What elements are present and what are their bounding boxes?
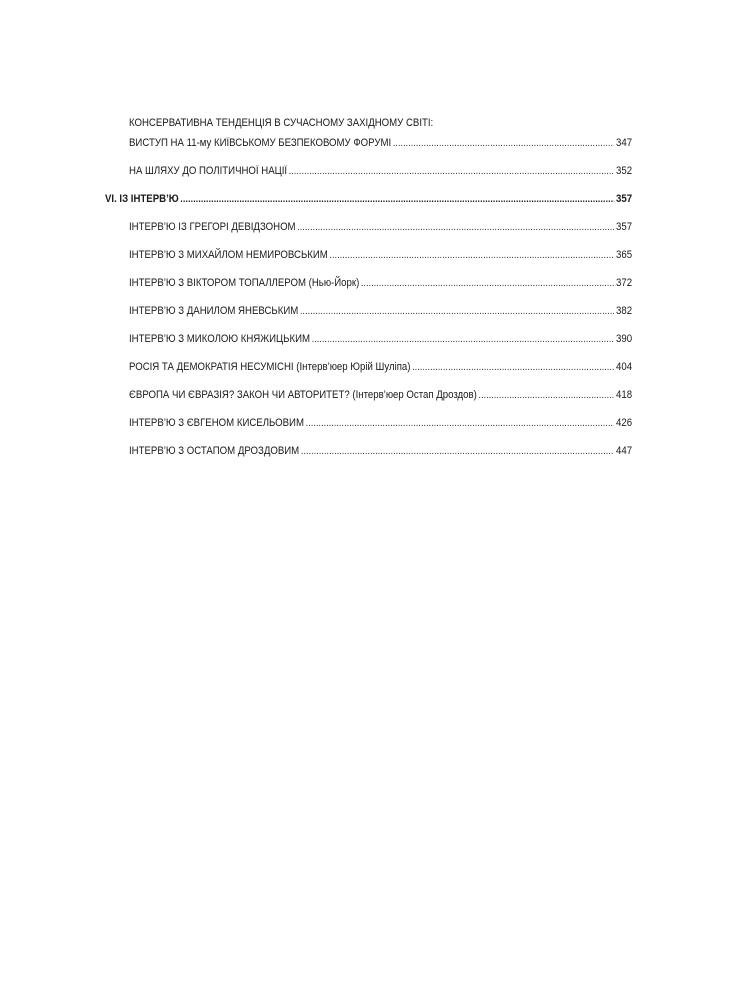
dot-leader [330,249,615,263]
dot-leader [300,305,614,319]
toc-entry-line [129,276,632,291]
toc-entry [105,220,632,235]
toc-entry-line [129,248,632,263]
toc-entry-line [129,360,632,375]
toc-entry [105,248,632,263]
dot-leader [479,389,615,403]
toc-entry-line [129,164,632,179]
toc-entry-title: ІНТЕРВ’Ю З ОСТАПОМ ДРОЗДОВИМ [129,445,300,457]
toc-entry [105,360,632,375]
toc-entry-page: 418 [616,389,633,401]
table-of-contents [105,116,632,472]
toc-section-heading [105,192,632,207]
dot-leader [301,445,614,459]
toc-entry [105,416,632,431]
toc-entry-line [129,304,632,319]
toc-entry-line [129,332,632,347]
toc-entry-page: 382 [616,305,633,317]
toc-entry [105,116,632,151]
toc-entry-title: ІНТЕРВ’Ю З ЄВГЕНОМ КИСЕЛЬОВИМ [129,417,304,429]
toc-entry-title: ІНТЕРВ’Ю З МИХАЙЛОМ НЕМИРОВСЬКИМ [129,249,328,261]
dot-leader [361,277,614,291]
toc-entry-line [129,116,632,130]
toc-entry-page: 390 [616,333,633,345]
toc-entry [105,164,632,179]
toc-entry [105,444,632,459]
toc-entry-page: 372 [616,277,633,289]
toc-entry [105,388,632,403]
toc-entry-page: 365 [616,249,633,261]
toc-entry-page: 347 [616,137,633,149]
dot-leader [412,361,614,375]
dot-leader [297,221,614,235]
dot-leader [306,417,615,431]
toc-entry-page: 426 [616,417,633,429]
toc-entry-title: ІНТЕРВ’Ю ІЗ ГРЕГОРІ ДЕВІДЗОНОМ [129,221,296,233]
toc-entry-page: 404 [616,361,633,373]
toc-entry-title-line2: ВИСТУП НА 11-му КИЇВСЬКОМУ БЕЗПЕКОВОМУ ФОРУМІ [129,137,392,149]
toc-section-title: VI. ІЗ ІНТЕРВ’Ю [105,193,179,205]
toc-entry-title: ЄВРОПА ЧИ ЄВРАЗІЯ? ЗАКОН ЧИ АВТОРИТЕТ? (Інтерв’юер Остап Дроздов) [129,389,477,401]
dot-leader [180,193,614,207]
dot-leader [393,137,614,151]
toc-entry-line [129,388,632,403]
dot-leader [312,333,615,347]
toc-entry-title: ІНТЕРВ’Ю З ДАНИЛОМ ЯНЕВСЬКИМ [129,305,299,317]
toc-entry-line [129,416,632,431]
toc-entry [105,276,632,291]
toc-entry-line [129,136,632,151]
toc-entry-title: НА ШЛЯХУ ДО ПОЛІТИЧНОЇ НАЦІЇ [129,165,288,177]
toc-entry [105,304,632,319]
toc-entry-title-line1: КОНСЕРВАТИВНА ТЕНДЕНЦІЯ В СУЧАСНОМУ ЗАХІДНОМУ СВІТІ: [129,117,434,129]
toc-entry-line [129,444,632,459]
toc-entry-title: ІНТЕРВ’Ю З МИКОЛОЮ КНЯЖИЦЬКИМ [129,333,311,345]
toc-entry [105,332,632,347]
toc-entry-title: ІНТЕРВ’Ю З ВІКТОРОМ ТОПАЛЛЕРОМ (Нью-Йорк) [129,277,360,289]
toc-entry-title: РОСІЯ ТА ДЕМОКРАТІЯ НЕСУМІСНІ (Інтерв’юер Юрій Шуліпа) [129,361,411,373]
toc-entry-line [129,220,632,235]
toc-entry-page: 352 [616,165,633,177]
toc-entry-page: 357 [616,221,633,233]
dot-leader [289,165,614,179]
toc-section-line [105,192,632,207]
toc-entry-page: 447 [616,445,633,457]
toc-section-page: 357 [616,193,633,205]
